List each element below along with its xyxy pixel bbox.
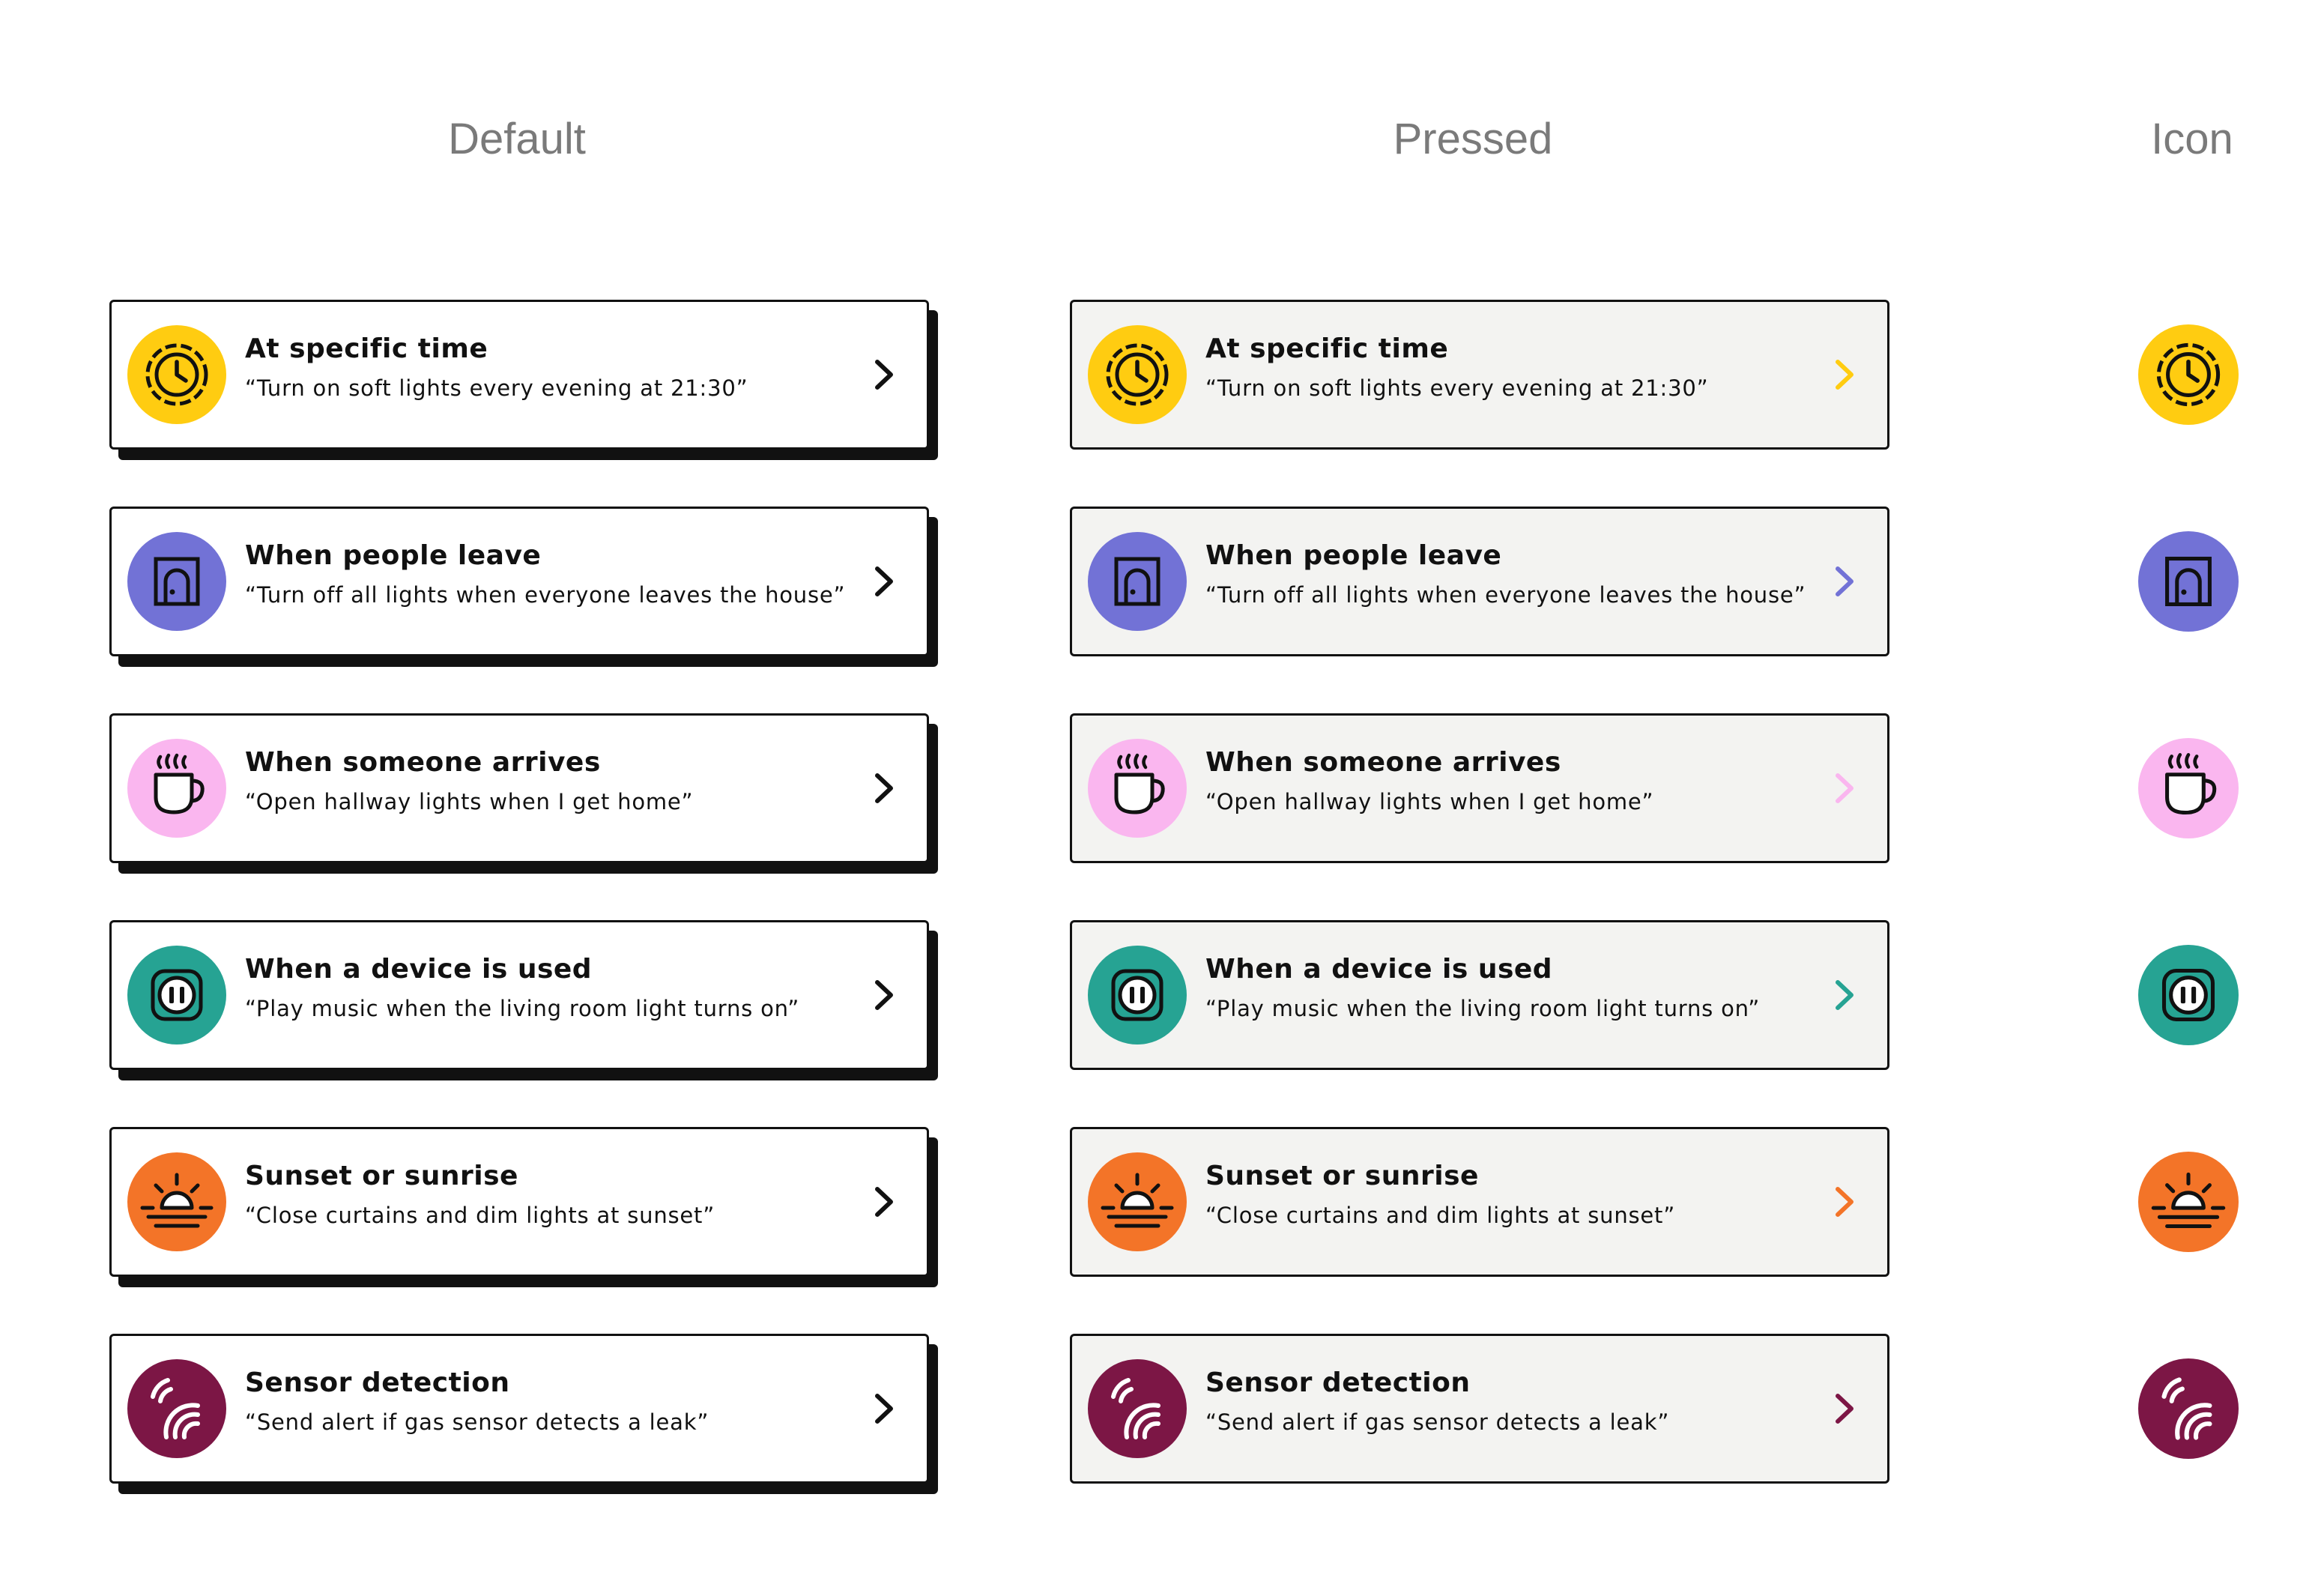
- trigger-title: When people leave: [1205, 540, 1502, 571]
- chevron-right-icon: [1833, 1186, 1857, 1218]
- chevron-right-icon: [873, 979, 897, 1011]
- trigger-example: “Turn on soft lights every evening at 21:30”: [245, 375, 748, 401]
- trigger-title: Sunset or sunrise: [245, 1161, 518, 1191]
- trigger-card-pressed-2[interactable]: [1070, 507, 1889, 656]
- clock-icon: [127, 325, 226, 424]
- trigger-card-pressed-5[interactable]: [1070, 1127, 1889, 1277]
- trigger-title: Sunset or sunrise: [1205, 1161, 1479, 1191]
- chevron-right-icon: [873, 566, 897, 597]
- chevron-right-icon: [1833, 566, 1857, 597]
- sensor-waves-icon: [1088, 1359, 1187, 1458]
- trigger-card-default-6[interactable]: [109, 1334, 929, 1484]
- chevron-right-icon: [873, 1393, 897, 1424]
- chevron-right-icon: [1833, 773, 1857, 804]
- trigger-example: “Close curtains and dim lights at sunset”: [245, 1203, 715, 1228]
- chevron-right-icon: [1833, 1393, 1857, 1424]
- power-outlet-icon: [2138, 945, 2239, 1045]
- trigger-card-default-2[interactable]: [109, 507, 929, 656]
- column-header-pressed: Pressed: [1393, 115, 1553, 163]
- trigger-card-pressed-4[interactable]: [1070, 920, 1889, 1070]
- trigger-card-default-5[interactable]: [109, 1127, 929, 1277]
- trigger-example: “Play music when the living room light turns on”: [245, 996, 800, 1021]
- chevron-right-icon: [1833, 979, 1857, 1011]
- coffee-cup-icon: [1088, 739, 1187, 838]
- chevron-right-icon: [873, 773, 897, 804]
- trigger-example: “Play music when the living room light turns on”: [1205, 996, 1761, 1021]
- power-outlet-icon: [127, 946, 226, 1045]
- trigger-card-pressed-6[interactable]: [1070, 1334, 1889, 1484]
- trigger-card-default-1[interactable]: [109, 300, 929, 450]
- trigger-example: “Open hallway lights when I get home”: [245, 789, 694, 814]
- trigger-title: At specific time: [245, 333, 488, 364]
- trigger-title: When people leave: [245, 540, 542, 571]
- door-icon: [2138, 531, 2239, 632]
- sensor-waves-icon: [2138, 1358, 2239, 1459]
- chevron-right-icon: [873, 1186, 897, 1218]
- trigger-title: Sensor detection: [1205, 1367, 1471, 1398]
- column-header-icon: Icon: [2151, 115, 2233, 163]
- trigger-title: When a device is used: [1205, 954, 1553, 985]
- door-icon: [127, 532, 226, 631]
- sunset-icon: [1088, 1152, 1187, 1251]
- trigger-title: At specific time: [1205, 333, 1449, 364]
- clock-icon: [2138, 324, 2239, 425]
- trigger-card-default-4[interactable]: [109, 920, 929, 1070]
- trigger-card-pressed-3[interactable]: [1070, 713, 1889, 863]
- trigger-example: “Turn on soft lights every evening at 21:30”: [1205, 375, 1709, 401]
- trigger-card-default-3[interactable]: [109, 713, 929, 863]
- trigger-example: “Send alert if gas sensor detects a leak”: [1205, 1409, 1670, 1435]
- trigger-title: Sensor detection: [245, 1367, 510, 1398]
- trigger-example: “Open hallway lights when I get home”: [1205, 789, 1654, 814]
- clock-icon: [1088, 325, 1187, 424]
- trigger-example: “Send alert if gas sensor detects a leak”: [245, 1409, 709, 1435]
- trigger-card-pressed-1[interactable]: [1070, 300, 1889, 450]
- trigger-title: When a device is used: [245, 954, 593, 985]
- chevron-right-icon: [873, 359, 897, 390]
- trigger-example: “Close curtains and dim lights at sunset”: [1205, 1203, 1676, 1228]
- sensor-waves-icon: [127, 1359, 226, 1458]
- chevron-right-icon: [1833, 359, 1857, 390]
- door-icon: [1088, 532, 1187, 631]
- power-outlet-icon: [1088, 946, 1187, 1045]
- coffee-cup-icon: [2138, 738, 2239, 838]
- coffee-cup-icon: [127, 739, 226, 838]
- sunset-icon: [2138, 1152, 2239, 1252]
- trigger-title: When someone arrives: [1205, 747, 1561, 778]
- trigger-example: “Turn off all lights when everyone leaves the house”: [245, 582, 846, 608]
- trigger-example: “Turn off all lights when everyone leaves the house”: [1205, 582, 1806, 608]
- sunset-icon: [127, 1152, 226, 1251]
- trigger-title: When someone arrives: [245, 747, 601, 778]
- column-header-default: Default: [448, 115, 586, 163]
